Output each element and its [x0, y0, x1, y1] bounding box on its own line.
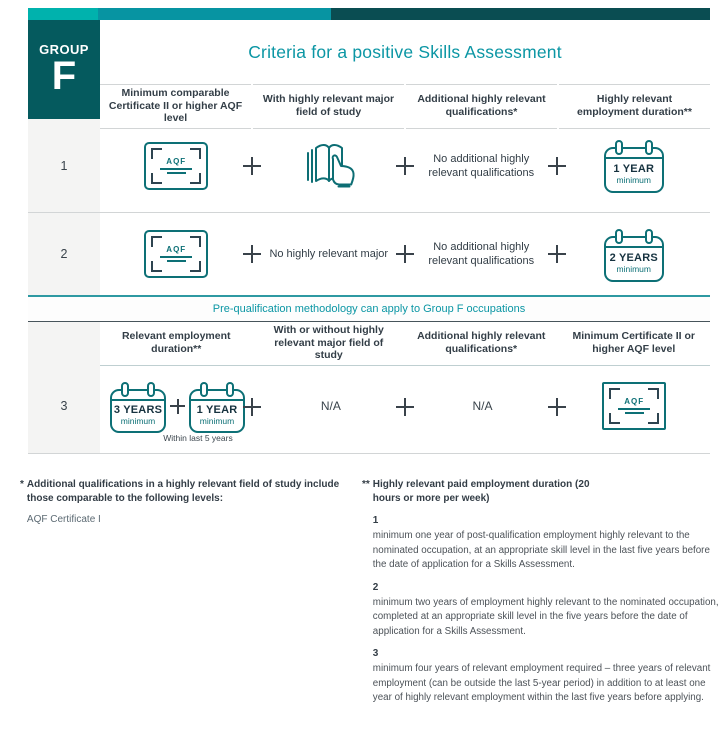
top-accent-bar — [28, 8, 710, 20]
frame-corner-icon — [609, 413, 620, 424]
calendar-subtext: minimum — [199, 415, 235, 426]
footnote-left-body: AQF Certificate I — [26, 514, 101, 525]
table1-header-employment: Highly relevant employment duration** — [559, 84, 710, 129]
frame-corner-icon — [190, 261, 201, 272]
frame-corner-icon — [151, 148, 162, 159]
plus-icon — [396, 157, 414, 175]
calendar-subtext: minimum — [616, 263, 651, 274]
row1-qualification-cell — [100, 119, 253, 213]
frame-corner-icon — [151, 173, 162, 184]
frame-corner-icon — [609, 388, 620, 399]
plus-icon — [170, 399, 185, 414]
aqf-underline — [167, 260, 186, 262]
aqf-label: AQF — [624, 397, 645, 406]
prequalification-banner-text: Pre-qualification methodology can apply to Group F occupations — [212, 303, 526, 315]
table2-header-qualification: Minimum Certificate II or higher AQF level — [558, 322, 711, 366]
row1-additional-text: No additional highly relevant qualifications — [428, 152, 535, 179]
row1-number: 1 — [28, 119, 100, 213]
footnote-left — [20, 478, 360, 706]
row2-employment-cell — [558, 213, 711, 295]
table-row-3 — [28, 359, 710, 454]
calendar-caption: Within last 5 years — [163, 433, 233, 443]
row3-qualification-cell — [558, 359, 710, 454]
row3-additional-cell — [407, 359, 559, 454]
calendar-subtext: minimum — [120, 415, 156, 426]
accent-segment-dark — [331, 8, 710, 20]
table-row-2 — [28, 213, 710, 295]
calendar-value: 3 YEARS — [113, 403, 163, 416]
accent-segment-mid — [98, 8, 331, 20]
footnote-right — [362, 478, 720, 706]
footnote-left-heading: Additional qualifications in a highly relevant field of study include those comparable to the following levels: — [26, 479, 340, 504]
calendar-value: 1 YEAR — [196, 403, 238, 416]
calendar-icon — [189, 389, 245, 433]
table2-header-additional: Additional highly relevant qualifications* — [405, 322, 558, 366]
row2-major-cell — [253, 213, 406, 295]
calendar-ring-icon — [226, 382, 234, 397]
calendar-icon — [604, 236, 664, 282]
footnote-item-text: minimum two years of employment highly relevant to the nominated occupation, completed at an appropriate skill level in the five years before the date of application for a Skills Assessment. — [372, 596, 719, 637]
table-row-1 — [28, 119, 710, 213]
plus-icon — [548, 157, 566, 175]
calendar-value: 1 YEAR — [613, 163, 655, 175]
table1-header-qualification: Minimum comparable Certificate II or higher AQF level — [100, 84, 251, 129]
table1-header-major: With highly relevant major field of study — [253, 84, 404, 129]
footnote-item-number: 2 — [372, 581, 379, 593]
calendar-icon — [110, 389, 166, 433]
calendar-icon — [604, 147, 664, 193]
footnote-right-heading: Highly relevant paid employment duration (20 hours or more per week) — [372, 479, 590, 504]
footnote-left-content — [27, 478, 360, 706]
row3-additional-text: N/A — [472, 399, 493, 413]
group-letter: F — [51, 53, 77, 98]
aqf-underline — [618, 408, 650, 410]
row3-major-cell — [255, 359, 407, 454]
plus-icon — [243, 398, 261, 416]
row2-additional-text: No additional highly relevant qualifications — [428, 241, 535, 267]
plus-icon — [396, 245, 414, 263]
table2-header-employment: Relevant employment duration** — [100, 322, 253, 366]
row1-major-cell — [253, 119, 406, 213]
frame-corner-icon — [648, 413, 659, 424]
footnote-right-marker: ** — [362, 479, 370, 490]
calendar-ring-icon — [147, 382, 155, 397]
frame-corner-icon — [190, 236, 201, 247]
calendar-subtext: minimum — [616, 175, 651, 185]
calendar-ring-icon — [200, 382, 208, 397]
row1-employment-cell — [558, 119, 711, 213]
aqf-label: AQF — [166, 245, 187, 254]
aqf-certificate-frame-icon — [144, 142, 208, 190]
footnote-item-number: 1 — [372, 515, 379, 526]
table2-header-row — [28, 322, 710, 359]
table2-header-major: With or without highly relevant major field of study — [253, 322, 406, 366]
group-label: GROUP — [39, 41, 89, 57]
title-cell — [100, 20, 710, 84]
footnote-right-content — [373, 478, 720, 706]
row2-additional-cell — [405, 213, 558, 295]
calendar-ring-icon — [121, 382, 129, 397]
calendar-ring-icon — [615, 229, 623, 244]
footnote-left-marker: * — [20, 479, 24, 490]
aqf-underline — [167, 172, 186, 174]
frame-corner-icon — [151, 236, 162, 247]
calendar-ring-icon — [645, 229, 653, 244]
row2-number: 2 — [28, 213, 100, 295]
calendar-value: 2 YEARS — [609, 251, 658, 264]
frame-corner-icon — [648, 388, 659, 399]
plus-icon — [243, 157, 261, 175]
row3-major-text: N/A — [320, 399, 341, 413]
calendar-group — [110, 380, 245, 433]
title-and-headers — [100, 20, 710, 124]
footnote-item-number: 3 — [372, 648, 379, 659]
plus-icon — [396, 398, 414, 416]
row3-number: 3 — [28, 359, 100, 454]
footnote-item-text: minimum one year of post-qualification employment highly relevant to the nominated occupation, at an appropriate skill level in the last five years before the date of application for a Skills Assessment. — [372, 530, 710, 570]
table1-header-row — [100, 84, 710, 124]
plus-icon — [548, 398, 566, 416]
footnote-item-text: minimum four years of relevant employment required – three years of relevant employment (can be outside the last 5-year period) in addition to at least one year of highly relevant employment within the last five years before applying. — [372, 663, 711, 703]
group-badge — [28, 20, 100, 119]
row2-major-text: No highly relevant major — [269, 248, 389, 260]
aqf-underline — [160, 256, 192, 258]
row1-additional-cell — [405, 119, 558, 213]
row2-qualification-cell — [100, 213, 253, 295]
table1-header-additional: Additional highly relevant qualifications* — [406, 84, 557, 129]
aqf-underline — [625, 412, 644, 414]
calendar-ring-icon — [645, 140, 653, 155]
book-with-pointing-hand-icon — [300, 140, 358, 192]
footnotes — [20, 478, 720, 706]
accent-segment-bright — [28, 8, 98, 20]
plus-icon — [548, 245, 566, 263]
frame-corner-icon — [151, 261, 162, 272]
title-band — [28, 20, 710, 124]
aqf-underline — [160, 168, 192, 170]
aqf-certificate-frame-icon — [144, 230, 208, 278]
aqf-label: AQF — [166, 156, 187, 166]
criteria-table — [28, 20, 710, 454]
row3-employment-cell — [100, 359, 255, 454]
calendar-ring-icon — [615, 140, 623, 155]
plus-icon — [243, 245, 261, 263]
frame-corner-icon — [190, 148, 201, 159]
aqf-certificate-frame-icon — [602, 382, 666, 430]
prequalification-banner — [28, 295, 710, 322]
page-title: Criteria for a positive Skills Assessment — [248, 41, 562, 62]
frame-corner-icon — [190, 173, 201, 184]
